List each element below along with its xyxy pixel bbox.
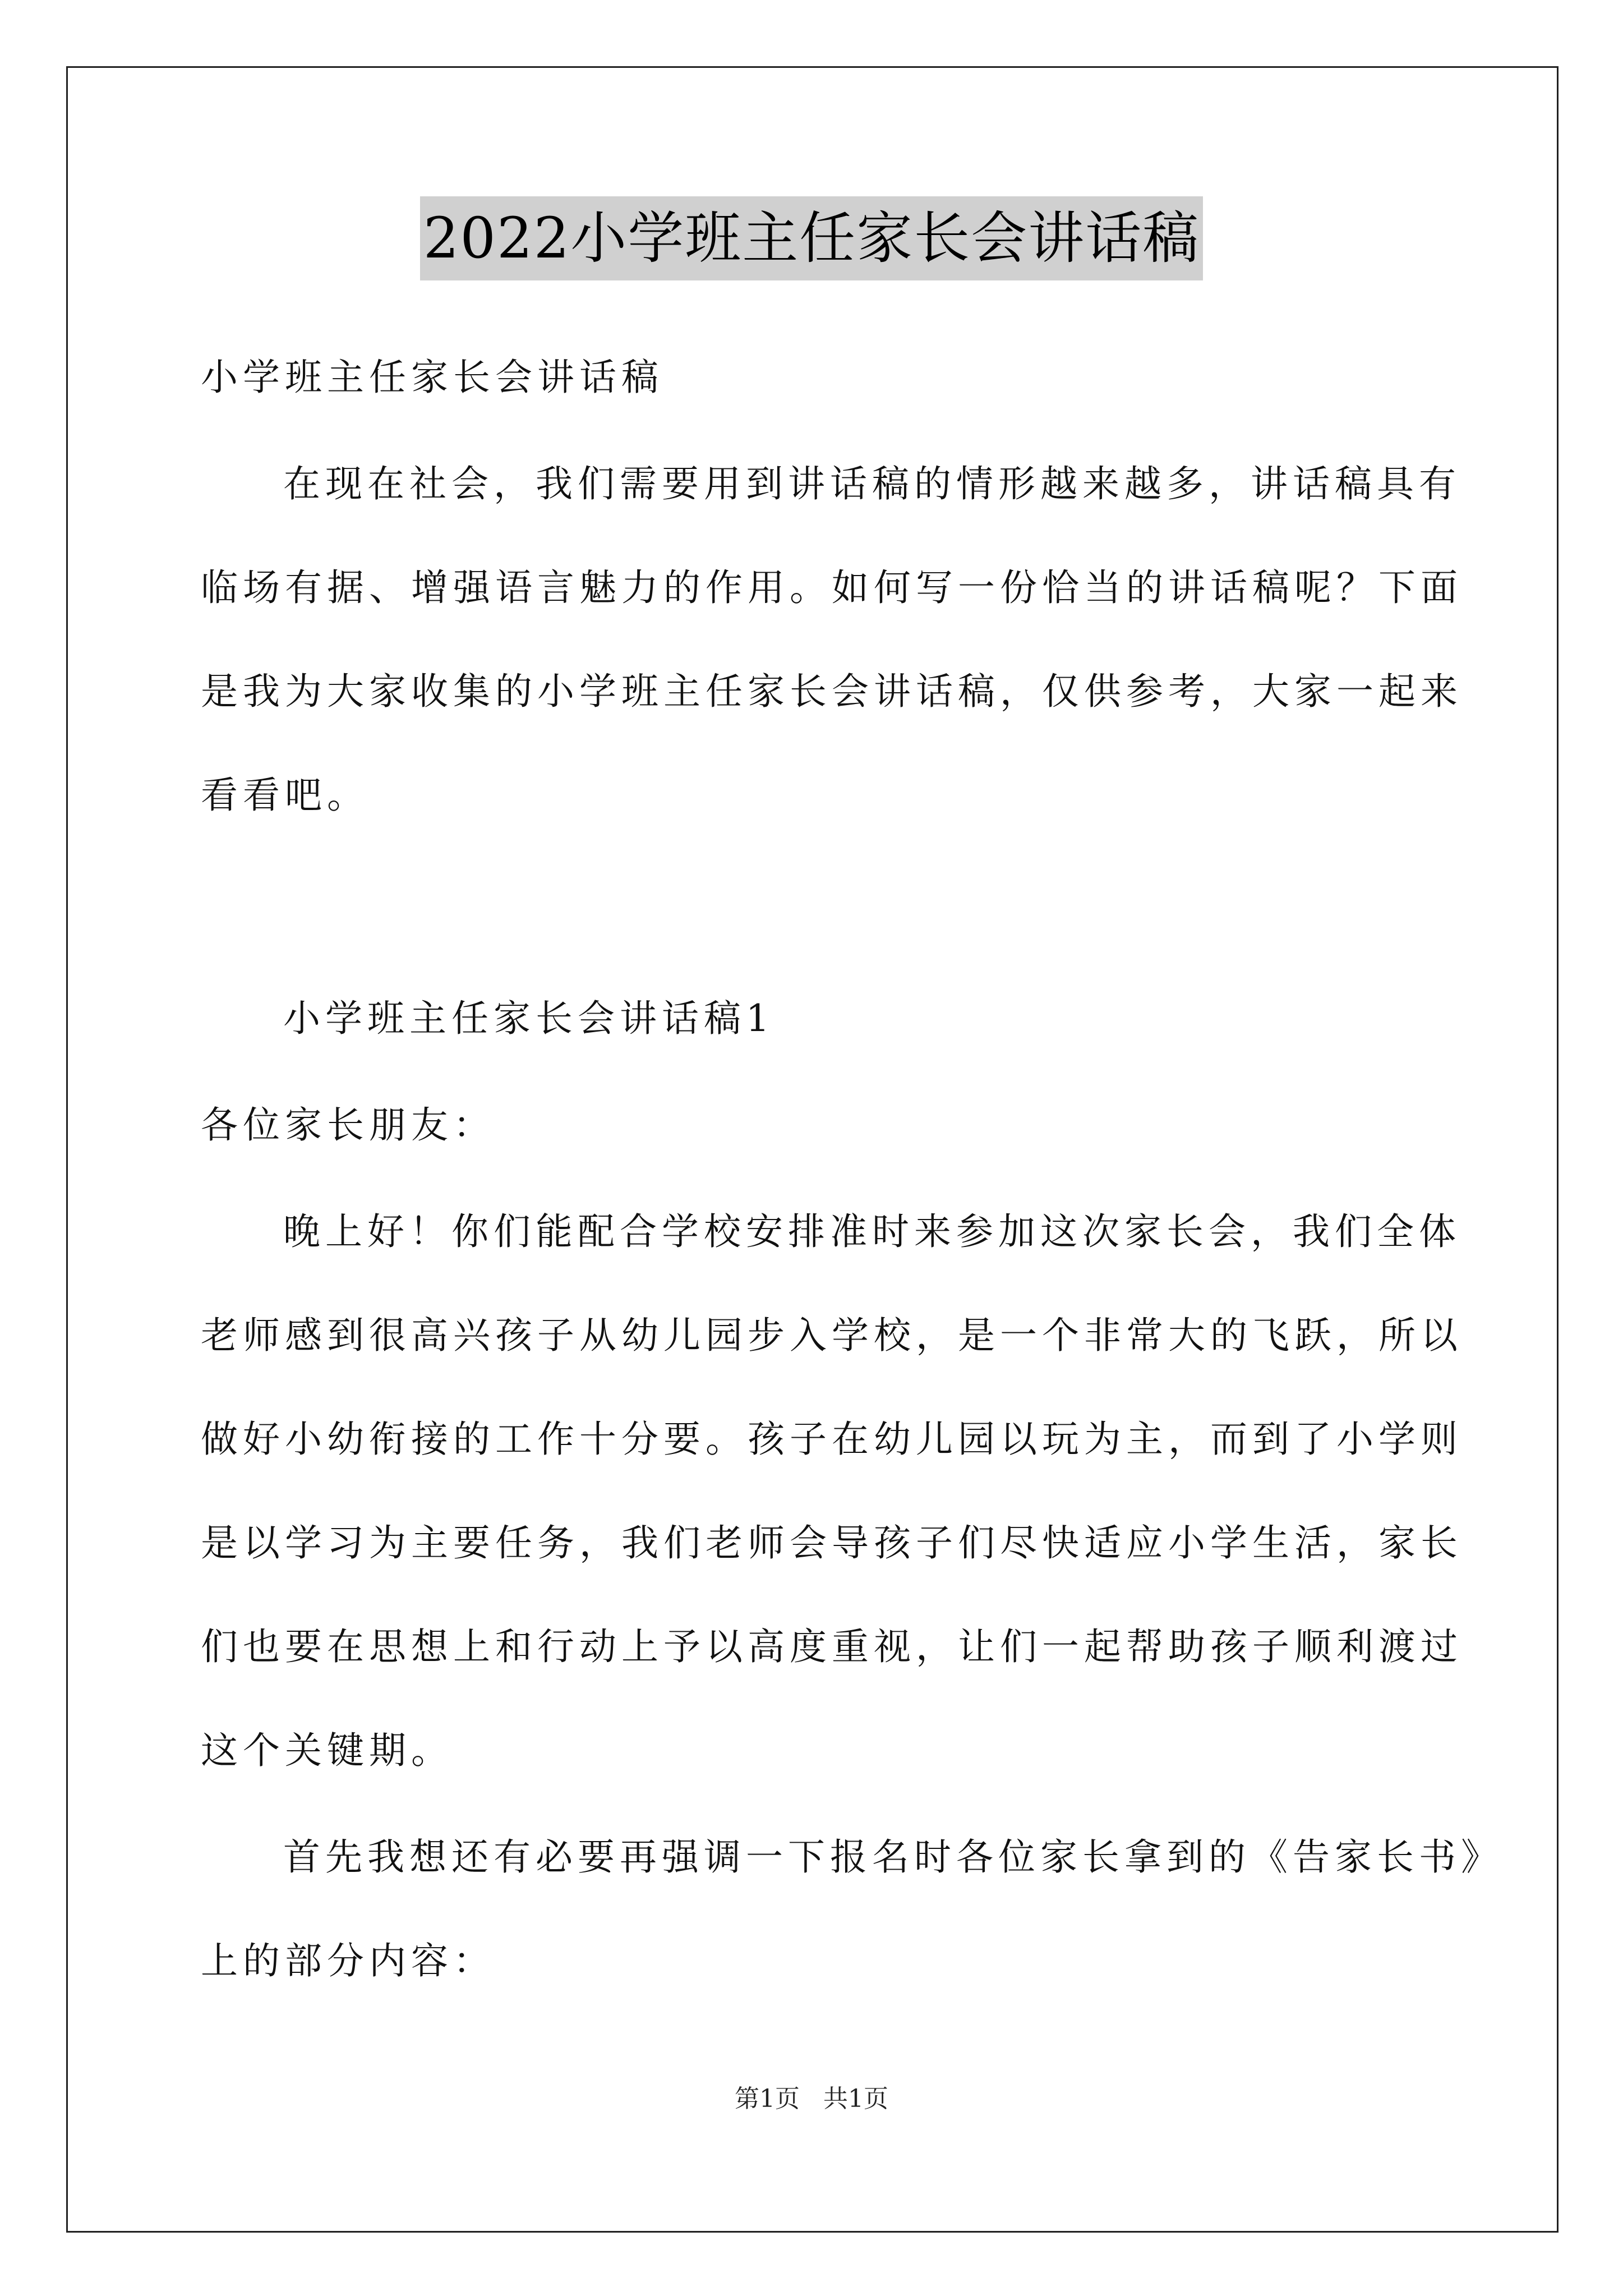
- page-footer: 第1页 共1页: [735, 2085, 888, 2113]
- paragraph-line: 首先我想还有必要再强调一下报名时各位家长拿到的《告家长书》: [283, 1835, 1503, 1879]
- subtitle-line: 小学班主任家长会讲话稿: [201, 356, 663, 399]
- paragraph-line: 这个关键期。: [201, 1729, 453, 1772]
- paragraph-line: 上的部分内容：: [201, 1939, 495, 1982]
- paragraph-line: 临场有据、增强语言魅力的作用。如何写一份恰当的讲话稿呢？下面: [201, 566, 1463, 609]
- section-heading: 小学班主任家长会讲话稿1: [283, 997, 774, 1040]
- salutation-line: 各位家长朋友：: [201, 1103, 495, 1147]
- paragraph-line: 看看吧。: [201, 774, 369, 817]
- document-title: 2022小学班主任家长会讲话稿: [420, 196, 1204, 280]
- paragraph-line: 们也要在思想上和行动上予以高度重视，让们一起帮助孩子顺利渡过: [201, 1625, 1463, 1668]
- paragraph-line: 是以学习为主要任务，我们老师会导孩子们尽快适应小学生活，家长: [201, 1521, 1463, 1565]
- paragraph-line: 晚上好！你们能配合学校安排准时来参加这次家长会，我们全体: [283, 1210, 1461, 1253]
- paragraph-line: 老师感到很高兴孩子从幼儿园步入学校，是一个非常大的飞跃，所以: [201, 1314, 1463, 1357]
- paragraph-line: 在现在社会，我们需要用到讲话稿的情形越来越多，讲话稿具有: [283, 462, 1461, 505]
- title-container: [0, 196, 1623, 280]
- paragraph-line: 是我为大家收集的小学班主任家长会讲话稿，仅供参考，大家一起来: [201, 670, 1463, 713]
- paragraph-line: 做好小幼衔接的工作十分要。孩子在幼儿园以玩为主，而到了小学则: [201, 1418, 1463, 1461]
